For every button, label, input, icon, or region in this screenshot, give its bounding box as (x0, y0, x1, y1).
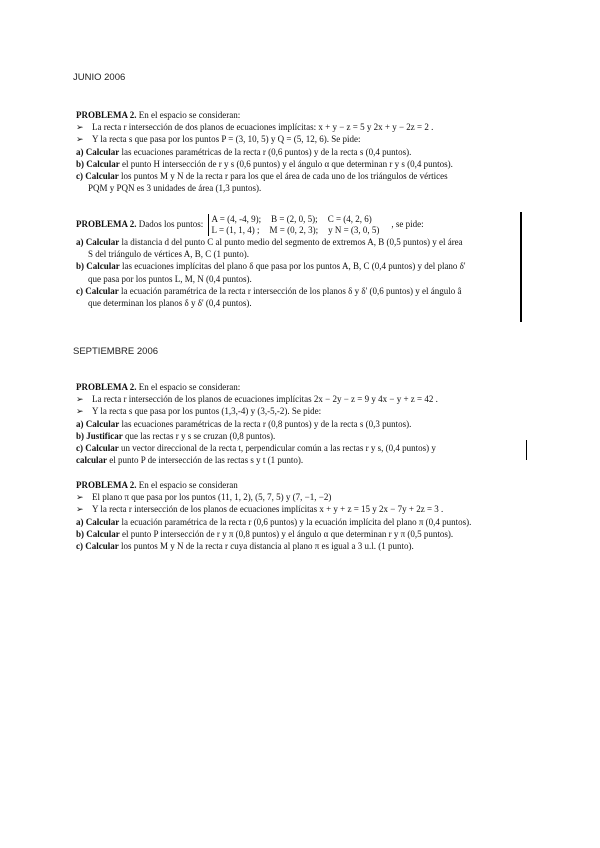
statement-line: La recta r intersección de dos planos de ecuaciones implícitas: x + y − z = 5 y 2x + y − 2z = 2 . (92, 122, 434, 133)
arrow-bullet-icon: ➢ (76, 122, 84, 133)
section-title-septiembre: SEPTIEMBRE 2006 (73, 346, 159, 357)
problem-intro-tail: , se pide: (391, 219, 424, 230)
problem-block-4 (76, 479, 471, 552)
problem-intro: En el espacio se consideran: (136, 110, 241, 120)
item-text: que pasa por los puntos L, M, N (0,4 puntos). (88, 273, 252, 284)
item-label: b) Calcular (76, 528, 120, 539)
statement-line: Y la recta s que pasa por los puntos P = (3, 10, 5) y Q = (5, 12, 6). Se pide: (92, 134, 361, 145)
point-a: A = (4, -4, 9); (211, 214, 262, 224)
item-text: la distancia d del punto C al punto medio del segmento de extremos A, B (0,5 puntos) y el área (119, 237, 463, 247)
item-label: c) Calcular (76, 171, 119, 182)
item-text: que las rectas r y s se cruzan (0,8 puntos). (122, 430, 276, 441)
problem-block-1 (76, 109, 453, 194)
item-text: los puntos M y N de la recta r para los que el área de cada uno de los triángulos de vértices (118, 171, 448, 182)
item-text: las ecuaciones paramétricas de la recta r (0,6 puntos) y de la recta s (0,4 puntos). (119, 146, 412, 157)
item-label: c) Calcular (76, 285, 119, 296)
item-text: el punto P intersección de r y π (0,8 puntos) y el ángulo α que determinan r y π (0,5 puntos). (119, 528, 454, 539)
problem-intro: En el espacio se consideran: (136, 382, 241, 392)
item-text: la ecuación paramétrica de la recta r (0,6 puntos) y la ecuación implícita del plano π (0,4 puntos). (119, 516, 472, 527)
statement-line: Y la recta r intersección de los planos de ecuaciones implícitas x + y + z = 15 y 2x − 7y + 2z = 3 . (92, 504, 444, 515)
item-text: la ecuación paramétrica de la recta r intersección de los planos δ y δ' (0,6 puntos) y el ángulo â (118, 285, 462, 296)
problem-heading: PROBLEMA 2. (76, 219, 137, 230)
arrow-bullet-icon: ➢ (76, 134, 84, 145)
item-label: c) Calcular (76, 541, 119, 552)
point-l: L = (1, 1, 4) ; (211, 225, 260, 235)
item-label: b) Calcular (76, 261, 120, 272)
item-label: a) Calcular (76, 146, 120, 157)
problem-block-3 (76, 381, 438, 466)
item-text: S del triángulo de vértices A, B, C (1 punto). (88, 249, 249, 260)
point-m: M = (0, 2, 3); (269, 225, 319, 235)
section-title-junio: JUNIO 2006 (73, 72, 126, 83)
problem-intro: En el espacio se consideran (136, 480, 238, 490)
margin-bar (526, 440, 527, 460)
item-text: las ecuaciones implícitas del plano δ que pasa por los puntos A, B, C (0,4 puntos) y del plano δ' (119, 261, 466, 272)
statement-line: Y la recta s que pasa por los puntos (1,3,-4) y (3,-5,-2). Se pide: (92, 406, 322, 417)
problem-block-2 (76, 214, 466, 309)
item-text: que determinan los planos δ y δ' (0,4 puntos). (88, 298, 252, 309)
problem-heading: PROBLEMA 2. (76, 110, 137, 120)
statement-line: El plano π que pasa por los puntos (11, 1, 2), (5, 7, 5) y (7, −1, −2) (92, 492, 332, 503)
arrow-bullet-icon: ➢ (76, 394, 84, 405)
item-text: PQM y PQN es 3 unidades de área (1,3 puntos). (88, 183, 262, 194)
problem-heading: PROBLEMA 2. (76, 382, 137, 392)
arrow-bullet-icon: ➢ (76, 504, 84, 515)
margin-bar (520, 212, 522, 322)
arrow-bullet-icon: ➢ (76, 492, 84, 503)
statement-line: La recta r intersección de los planos de ecuaciones implícitas 2x − 2y − z = 9 y 4x − y + z = 42 . (92, 394, 438, 405)
point-b: B = (2, 0, 5); (271, 214, 318, 224)
item-label: calcular (76, 455, 107, 466)
arrow-bullet-icon: ➢ (76, 406, 84, 417)
problem-heading: PROBLEMA 2. (76, 480, 137, 490)
item-label: b) Calcular (76, 158, 120, 169)
item-label: b) Justificar (76, 430, 123, 441)
item-text: los puntos M y N de la recta r cuya distancia al plano π es igual a 3 u.l. (1 punto). (118, 541, 414, 552)
problem-intro: Dados los puntos: (136, 219, 204, 230)
item-text: el punto H intersección de r y s (0,6 puntos) y el ángulo α que determinan r y s (0,4 puntos). (119, 158, 453, 169)
item-text: un vector direccional de la recta t, perpendicular común a las rectas r y s, (0,4 puntos) y (118, 443, 436, 454)
points-system (208, 214, 390, 236)
item-text: las ecuaciones paramétricas de la recta r (0,8 puntos) y de la recta s (0,3 puntos). (119, 418, 412, 429)
item-label: a) Calcular (76, 516, 120, 527)
item-label: a) Calcular (76, 418, 120, 429)
item-label: c) Calcular (76, 443, 119, 454)
item-text: el punto P de intersección de las rectas s y t (1 punto). (107, 455, 304, 466)
item-label: a) Calcular (76, 237, 120, 247)
point-c: C = (4, 2, 6) (327, 214, 372, 224)
point-n: y N = (3, 0, 5) (328, 225, 380, 235)
